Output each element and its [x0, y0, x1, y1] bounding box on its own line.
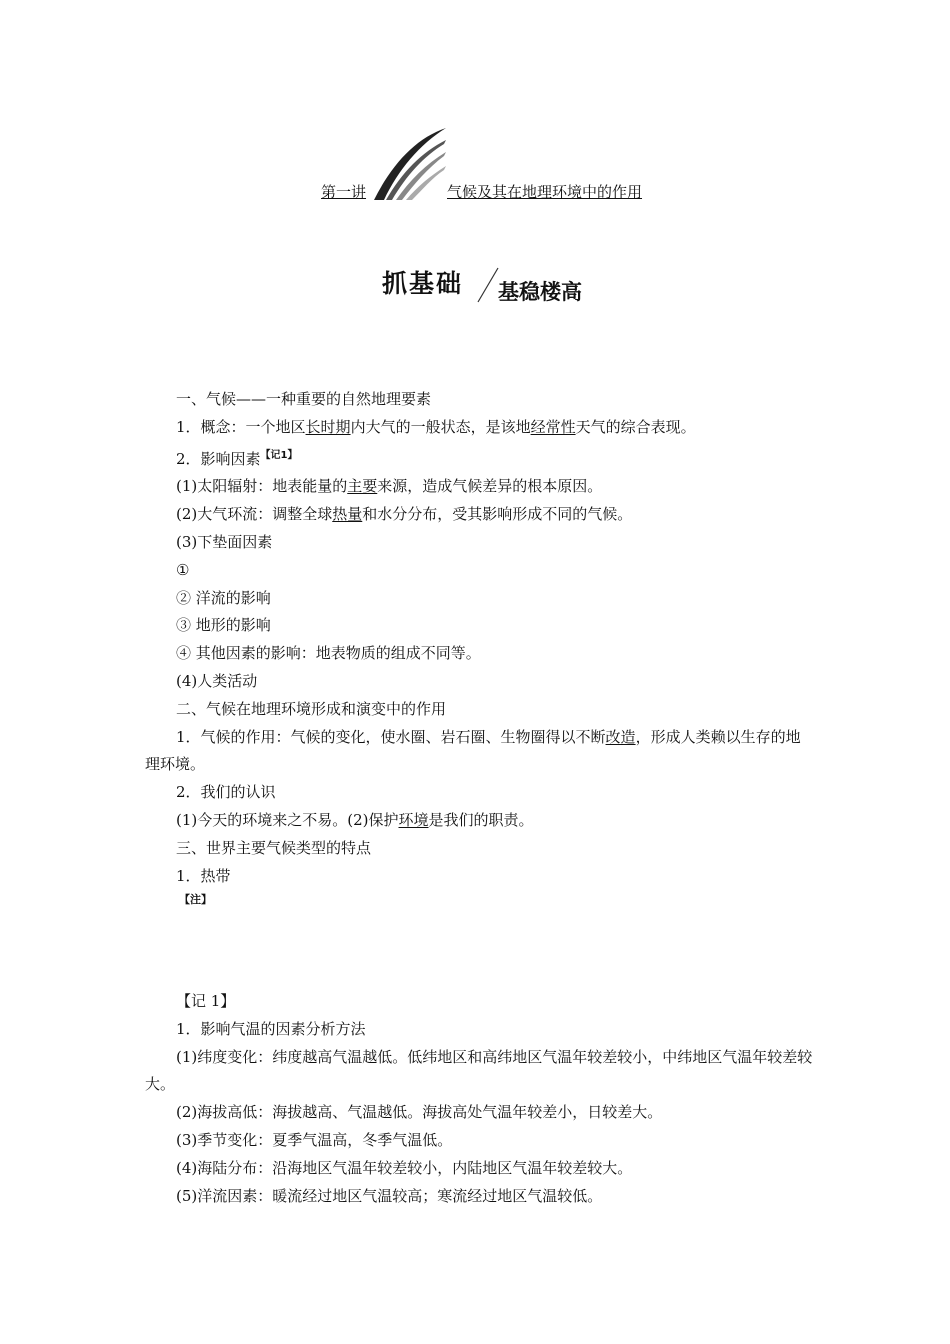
list-item: ④ 其他因素的影响：地表物质的组成不同等。	[176, 644, 481, 663]
underlined-term: 改造	[605, 727, 636, 746]
lecture-title: 气候及其在地理环境中的作用	[447, 183, 643, 201]
memo-line: (1)纬度变化：纬度越高气温越低。低纬地区和高纬地区气温年较差较小，中纬地区气温年较差较大。	[145, 1047, 813, 1094]
underlined-term: 环境	[398, 810, 429, 829]
section-heading-1: 一、气候——一种重要的自然地理要素	[176, 390, 432, 408]
underlined-term: 经常性	[530, 417, 576, 436]
banner-main-text: 抓基础	[382, 269, 464, 298]
underlined-term: 长时期	[305, 417, 351, 436]
underlined-term: 热量	[332, 505, 363, 524]
main-content	[145, 386, 813, 908]
chapter-header	[0, 124, 950, 204]
memo-line: 1．影响气温的因素分析方法	[176, 1019, 366, 1038]
swoosh-icon	[370, 124, 450, 204]
know-detail-line: (1)今天的环境来之不易。(2)保护环境是我们的职责。	[176, 810, 534, 829]
banner-sub-text: 基稳楼高	[498, 280, 582, 304]
list-item: ② 洋流的影响	[176, 588, 271, 607]
tropic-line: 1．热带	[176, 866, 231, 885]
memo-title: 【记 1】	[176, 992, 236, 1010]
role-line: 1．气候的作用：气候的变化，使水圈、岩石圈、生物圈得以不断改造，形成人类赖以生存的地理环境。	[145, 727, 801, 774]
factors-line: 2．影响因素$^{【记1】}$	[176, 449, 298, 468]
human-line: (4)人类活动	[176, 671, 258, 690]
surface-line: (3)下垫面因素	[176, 532, 273, 551]
memo-line: (4)海陆分布：沿海地区气温年较差较小，内陆地区气温年较差较大。	[176, 1158, 633, 1177]
list-item: ①	[176, 560, 190, 579]
section-heading-2: 二、气候在地理环境形成和演变中的作用	[176, 699, 447, 718]
solar-line: (1)太阳辐射：地表能量的主要来源，造成气候差异的根本原因。	[176, 477, 603, 496]
circulation-line: (2)大气环流：调整全球热量和水分分布，受其影响形成不同的气候。	[176, 505, 633, 524]
memo-line: (3)季节变化：夏季气温高，冬季气温低。	[176, 1130, 453, 1149]
section-heading-3: 三、世界主要气候类型的特点	[176, 838, 372, 857]
know-line: 2．我们的认识	[176, 783, 276, 802]
memo-line: (2)海拔高低：海拔越高、气温越低。海拔高处气温年较差小，日较差大。	[176, 1103, 663, 1122]
underlined-term: 主要	[347, 477, 378, 496]
memo-ref-tag: 【记1】	[260, 449, 298, 461]
memo-line: (5)洋流因素：暖流经过地区气温较高；寒流经过地区气温较低。	[176, 1186, 603, 1205]
section-banner	[0, 258, 950, 308]
note-tag: 【注】	[179, 893, 212, 907]
lecture-number: 第一讲	[321, 183, 367, 201]
list-item: ③ 地形的影响	[176, 616, 271, 635]
concept-line: 1．概念：一个地区长时期内大气的一般状态，是该地经常性天气的综合表现。	[176, 417, 696, 436]
memo-section	[145, 988, 813, 1210]
